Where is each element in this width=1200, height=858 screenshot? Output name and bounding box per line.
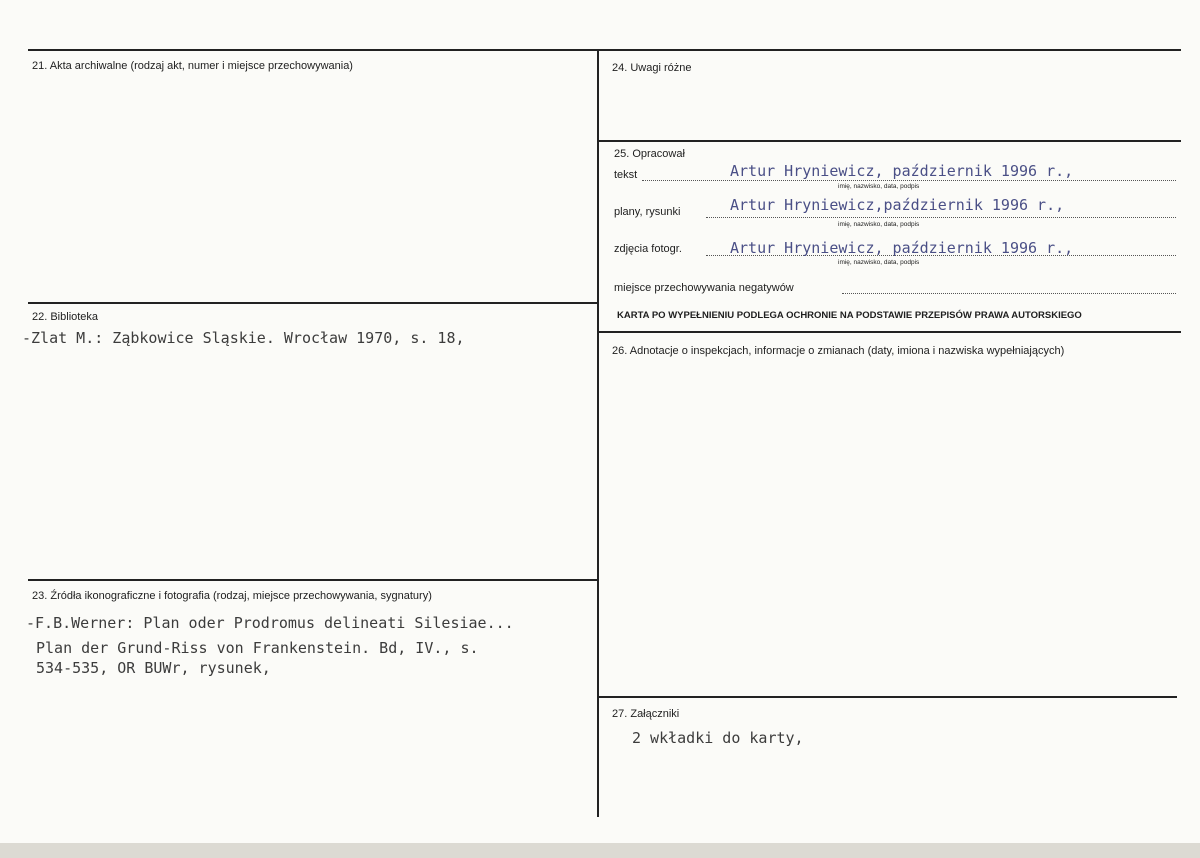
section-22-label: 22. Biblioteka: [32, 311, 99, 323]
section-24-label: 24. Uwagi różne: [612, 62, 692, 74]
tekst-value: Artur Hryniewicz, październik 1996 r.,: [730, 162, 1074, 180]
copyright-notice: KARTA PO WYPEŁNIENIU PODLEGA OCHRONIE NA PODSTAWIE PRZEPISÓW PRAWA AUTORSKIEGO: [617, 310, 1082, 321]
section-26-label: 26. Adnotacje o inspekcjach, informacje o zmianach (daty, imiona i nazwiska wypełniających): [612, 345, 1065, 357]
section-27-entry: 2 wkładki do karty,: [632, 729, 804, 747]
rule-21-22: [28, 302, 598, 304]
section-23-label: 23. Źródła ikonograficzne i fotografia (rodzaj, miejsce przechowywania, sygnatury): [32, 590, 432, 602]
rule-22-23: [28, 579, 598, 581]
scan-edge: [0, 843, 1200, 858]
tekst-caption: imię, nazwisko, data, podpis: [838, 183, 920, 190]
section-23-line-1: -F.B.Werner: Plan oder Prodromus delineati Silesiae...: [26, 614, 514, 632]
negatywy-dotted-line: [842, 293, 1176, 294]
section-23-line-3: 534-535, OR BUWr, rysunek,: [36, 659, 271, 677]
tekst-dotted-line: [642, 180, 1176, 181]
zdjecia-value: Artur Hryniewicz, październik 1996 r.,: [730, 239, 1074, 257]
section-25-label: 25. Opracował: [614, 148, 685, 160]
plany-value: Artur Hryniewicz,październik 1996 r.,: [730, 196, 1065, 214]
plany-caption: imię, nazwisko, data, podpis: [838, 221, 920, 228]
rule-24-25: [598, 140, 1181, 142]
rule-26-27: [598, 696, 1177, 698]
top-rule: [28, 49, 1181, 51]
center-divider: [597, 49, 599, 817]
section-23-line-2: Plan der Grund-Riss von Frankenstein. Bd, IV., s.: [36, 639, 479, 657]
negatywy-label: miejsce przechowywania negatywów: [614, 282, 794, 294]
section-22-entry: -Zlat M.: Ząbkowice Sląskie. Wrocław 1970, s. 18,: [22, 329, 465, 347]
plany-label: plany, rysunki: [614, 206, 681, 218]
rule-25-26: [598, 331, 1181, 333]
section-21-label: 21. Akta archiwalne (rodzaj akt, numer i miejsce przechowywania): [32, 60, 353, 72]
tekst-label: tekst: [614, 169, 638, 181]
zdjecia-caption: imię, nazwisko, data, podpis: [838, 259, 920, 266]
plany-dotted-line: [706, 217, 1176, 218]
zdjecia-label: zdjęcia fotogr.: [614, 243, 682, 255]
section-27-label: 27. Załączniki: [612, 708, 680, 720]
